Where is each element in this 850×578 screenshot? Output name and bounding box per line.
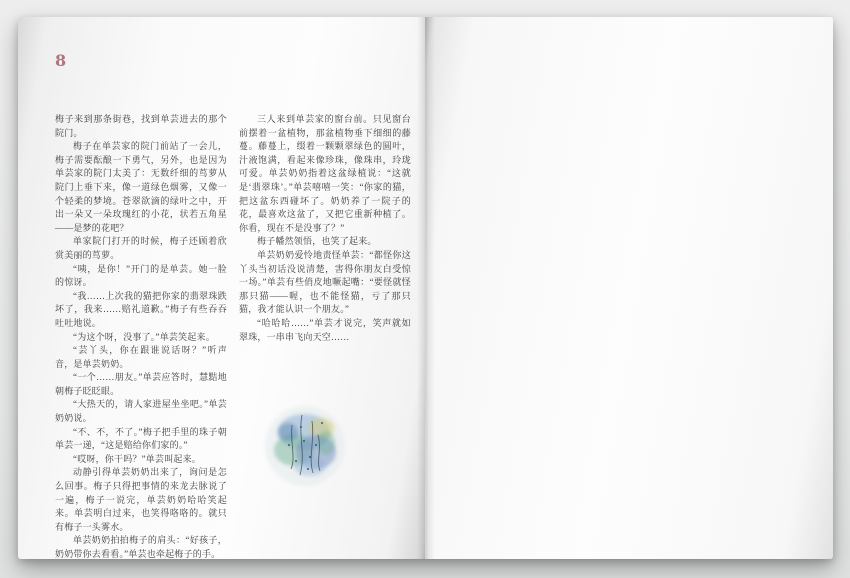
right-page: [425, 17, 833, 559]
paragraph: “大热天的，请人家进屋坐坐吧。”单芸奶奶说。: [55, 399, 227, 424]
paragraph: 梅子幡然领悟，也笑了起来。: [257, 236, 377, 247]
paragraph: 梅子在单芸家的院门前站了一会儿，梅子需要酝酿一下勇气，另外，也是因为单芸家的院门太美了：无数纤细的茑萝从院门上垂下来，像一道绿色烟雾，又像一个轻柔的梦境。苍翠欲滴的绿叶之中，开出一朵又一朵玫瑰红的小花，状若五角星——是梦的花吧？: [55, 141, 227, 233]
paragraph: 单家院门打开的时候，梅子还顾着欣赏美丽的茑萝。: [55, 236, 227, 260]
paragraph: 单芸奶奶爱怜地责怪单芸：“都怪你这丫头当初话没说清楚，害得你朋友白受惊一场。”单芸有些俏皮地噘起嘴：“要怪就怪那只猫——喔，也不能怪猫，亏了那只猫，我才能认识一个朋友。”: [239, 249, 411, 315]
left-page-column-1: [55, 113, 227, 562]
left-page-column-2: [239, 113, 411, 344]
paragraph: 梅子来到那条街巷，找到单芸进去的那个院门。: [55, 114, 227, 138]
page-number-left: 8: [55, 51, 67, 70]
paragraph: “咦，是你！”开门的是单芸。她一脸的惊讶。: [55, 263, 227, 288]
paragraph: “哎呀，你干吗？”单芸叫起来。: [73, 453, 201, 464]
watercolor-plant-illustration: [258, 401, 354, 497]
paragraph: “我……上次我的猫把你家的翡翠珠跌坏了，我来……赔礼道歉。”梅子有些吞吞吐吐地说。: [55, 290, 227, 328]
paragraph: “一个……朋友。”单芸应答时，慧黠地朝梅子眨眨眼。: [55, 372, 227, 396]
paragraph: 单芸奶奶拍拍梅子的肩头：“好孩子，奶奶带你去看看。”单芸也牵起梅子的手。: [55, 535, 227, 559]
paragraph: 动静引得单芸奶奶出来了，询问是怎么回事。梅子只得把事情的来龙去脉说了一遍，梅子一说完，单芸奶奶哈哈笑起来。单芸明白过来，也笑得咯咯的。就只有梅子一头雾水。: [55, 467, 227, 532]
left-page: [18, 17, 426, 559]
paragraph: “芸丫头，你在跟谁说话呀？”听声音，是单芸奶奶。: [55, 345, 227, 369]
open-book: [18, 17, 833, 559]
paragraph: 三人来到单芸家的窗台前。只见窗台前摆着一盆植物，那盆植物垂下细细的藤蔓。藤蔓上，缀着一颗颗翠绿色的圆叶，汁液饱满，看起来像珍珠，像珠串，玲珑可爱。单芸奶奶指着这盆绿植说：“这就是‘翡翠珠’。”单芸嘻嘻一笑：“你家的猫，把这盆东西碰坏了。奶奶养了一院子的花，最喜欢这盆了，又把它重新种植了。你看，现在不是没事了？”: [239, 114, 411, 233]
watercolor-svg: [258, 401, 354, 497]
paragraph: “哈哈哈……”单芸才说完，笑声就如翠珠，一串串飞向天空……: [239, 317, 411, 342]
paragraph: “为这个呀，没事了。”单芸笑起来。: [73, 331, 215, 342]
paragraph: “不、不，不了。”梅子把手里的珠子朝单芸一递，“这是赔给你们家的。”: [55, 426, 227, 451]
